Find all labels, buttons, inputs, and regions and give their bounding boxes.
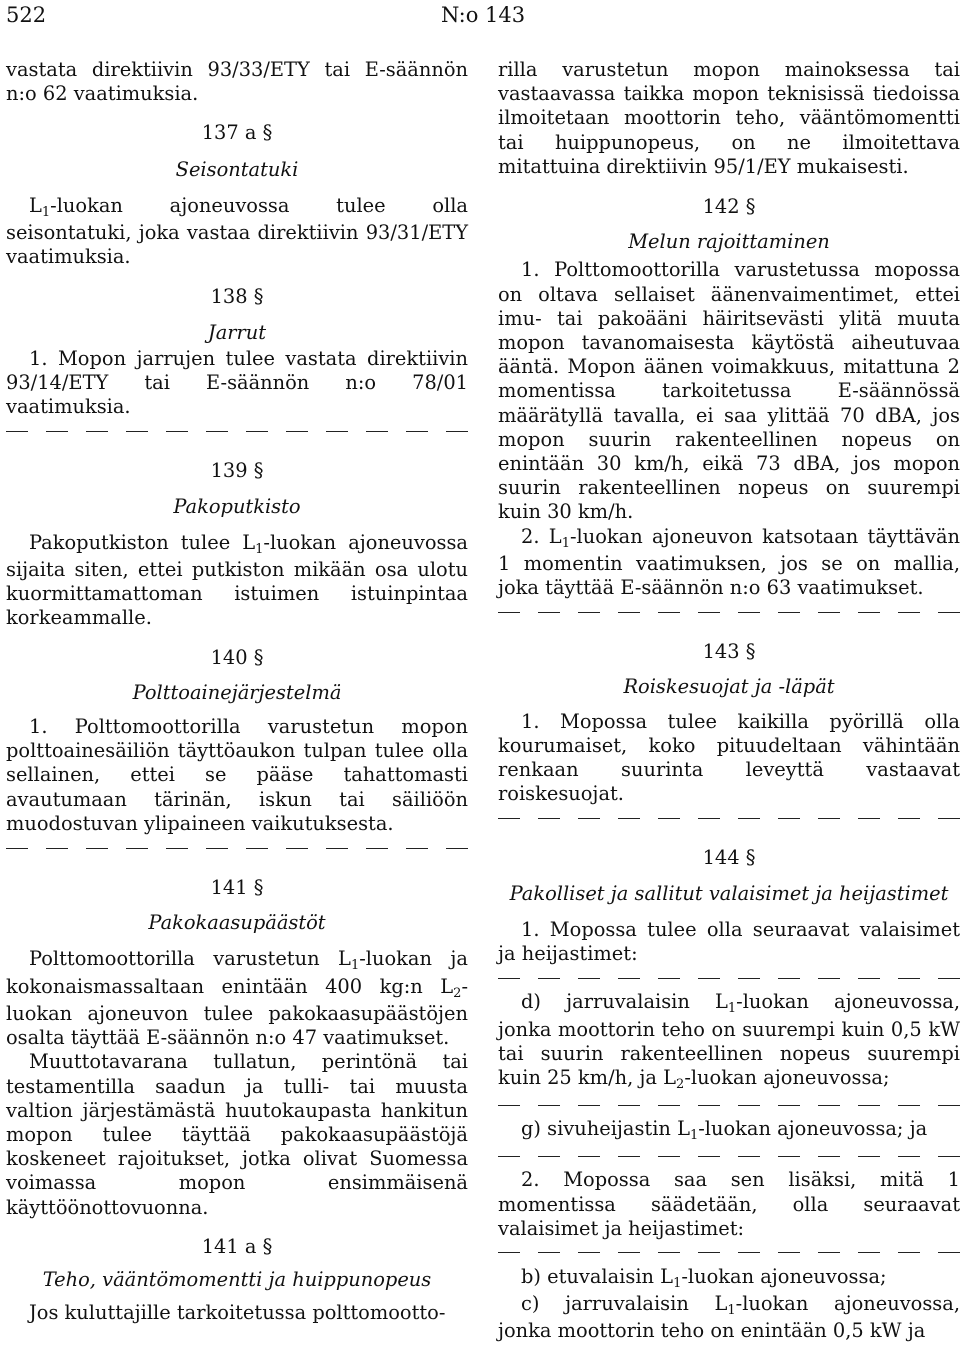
text: -luokan ajoneuvon katsotaan täyttävän 1 momentin vaatimuksen, jos se on mallia, joka täyttää E-säännön n:o 63 vaatimukset. [498, 524, 960, 600]
page-number: 522 [6, 3, 47, 27]
paragraph [6, 531, 468, 631]
subscript: 1 [41, 204, 51, 220]
text: -luokan ja kokonaismassaltaan enintään 400 kg:n L [6, 947, 468, 998]
subscript: 1 [673, 1275, 682, 1291]
omission-divider [498, 1093, 960, 1117]
paragraph: 2. Mopossa saa sen lisäksi, mitä 1 momentissa säädetään, olla seuraavat valaisimet ja heijastimet: [498, 1168, 960, 1240]
section-title: Melun rajoittaminen [628, 230, 830, 254]
section-title: Pakolliset ja sallitut valaisimet ja heijastimet [509, 881, 949, 905]
omission-divider [498, 600, 960, 624]
section-title: Pakokaasupäästöt [148, 911, 326, 935]
subscript: 1 [727, 1001, 737, 1017]
text: -luokan ajoneuvossa; [684, 1065, 890, 1089]
section-number: 140 § [210, 645, 264, 669]
section-title: Polttoainejärjestelmä [132, 680, 342, 704]
text: -luokan ajoneuvon tulee pakokaasupäästöjen osalta täyttää E-säännön n:o 47 vaatimukset. [6, 974, 468, 1050]
text: -luokan ajoneuvossa, jonka moottorin teho on suurempi kuin 0,5 kW tai suurin rakenteellinen nopeus suurempi kuin 25 km/h, ja L [498, 990, 960, 1089]
text: L [29, 193, 42, 217]
list-item [498, 1117, 960, 1144]
omission-divider [6, 836, 468, 860]
section-number: 138 § [210, 285, 264, 309]
section-number: 143 § [702, 640, 756, 664]
subscript: 1 [255, 541, 264, 557]
subscript: 2 [676, 1076, 685, 1092]
omission-divider [498, 1144, 960, 1168]
subscript: 1 [689, 1128, 699, 1144]
section-number: 142 § [702, 195, 756, 219]
section-number: 139 § [210, 459, 264, 483]
text: d) jarruvalaisin L [521, 990, 728, 1014]
text: Polttomoottorilla varustetun L [29, 947, 351, 971]
text: g) sivuheijastin L [521, 1117, 690, 1141]
section-title: Jarrut [207, 320, 267, 344]
paragraph: Muuttotavarana tullatun, perintönä tai testamentilla saadun ja tulli- tai muusta valtion järjestämästä huutokaupasta hankitun mopon tulee täyttää pakokaasupäästöjä koskeneet rajoitukset, jotka olivat Suomessa voimassa mopon ensimmäisenä käyttöönottovuonna. [6, 1050, 468, 1219]
subscript: 2 [453, 985, 462, 1001]
section-title: Roiskesuojat ja -läpät [623, 675, 835, 699]
omission-divider [6, 419, 468, 443]
paragraph: 1. Mopossa tulee kaikilla pyörillä olla kourumaiset, koko pituudeltaan vähintään renkaan suurinta leveyttä vastaavat roiskesuojat. [498, 709, 960, 806]
omission-divider [498, 966, 960, 990]
list-item [498, 1292, 960, 1343]
text: Pakoputkiston tulee L [29, 530, 256, 554]
section-number: 137 a § [201, 121, 273, 145]
paragraph [6, 194, 468, 270]
paragraph [6, 947, 468, 1050]
text: -luokan ajoneuvossa; ja [698, 1117, 928, 1141]
subscript: 1 [727, 1303, 736, 1319]
text: c) jarruvalaisin L [521, 1292, 728, 1316]
section-number: 141 § [210, 876, 264, 900]
text: -luokan ajoneuvossa; [681, 1264, 887, 1288]
section-title: Pakoputkisto [173, 494, 301, 518]
text: 2. L [521, 524, 562, 548]
paragraph: 1. Mopossa tulee olla seuraavat valaisimet ja heijastimet: [498, 917, 960, 966]
text: -luokan ajoneuvossa sijaita siten, ettei putkiston mikään osa ulotu kuormittamattoman istuimen istuinpintaa korkeammalle. [6, 530, 468, 630]
section-title: Seisontatuki [175, 157, 299, 181]
issue-number: N:o 143 [441, 3, 526, 27]
paragraph: rilla varustetun mopon mainoksessa tai vastaavassa taikka mopon teknisissä tiedoissa ilmoitetaan moottorin teho, vääntömomentti tai huippunopeus, on ne ilmoitettava mitattuina direktiivin 95/1/EY mukaisesti. [498, 58, 960, 178]
paragraph: Jos kuluttajille tarkoitetussa polttomootto- [29, 1301, 446, 1325]
paragraph: 1. Polttomoottorilla varustetussa mopossa on oltava sellaiset äänenvaimentimet, ettei imu- tai pakoääni häiritsevästi ylitä muuta mopon tavanomaisesta käytöstä aiheutuvaa ääntä. Mopon äänen voimakkuus, mitattuna 2 momentissa tarkoitetussa E-säännössä määrätyllä tavalla, ei saa ylittää 70 dBA, jos mopon suurin rakenteellinen nopeus on enintään 30 km/h, eikä 73 dBA, jos mopon suurin rakenteellinen nopeus on suurempi kuin 30 km/h. [498, 258, 960, 524]
omission-divider [498, 806, 960, 830]
subscript: 1 [350, 958, 360, 974]
left-column [6, 58, 468, 1325]
section-title: Teho, vääntömomentti ja huippunopeus [42, 1267, 432, 1291]
list-item [498, 990, 960, 1093]
text: -luokan ajoneuvossa tulee olla seisontatuki, joka vastaa direktiivin 93/31/ETY vaatimuksia. [6, 193, 468, 269]
omission-divider [498, 1241, 960, 1265]
subscript: 1 [561, 535, 570, 551]
paragraph: vastata direktiivin 93/33/ETY tai E-säännön n:o 62 vaatimuksia. [6, 58, 468, 106]
text: b) etuvalaisin L [521, 1264, 674, 1288]
right-column [498, 58, 960, 1344]
text: -luokan ajoneuvossa, jonka moottorin teho on enintään 0,5 kW ja [498, 1292, 960, 1343]
paragraph [498, 525, 960, 601]
paragraph: 1. Mopon jarrujen tulee vastata direktiivin 93/14/ETY tai E-säännön n:o 78/01 vaatimuksia. [6, 346, 468, 419]
paragraph: 1. Polttomoottorilla varustetun mopon polttoainesäiliön täyttöaukon tulpan tulee olla sellainen, ettei se pääse tahattomasti avautumaan tärinän, iskun tai säiliöön muodostuvan ylipaineen vaikutuksesta. [6, 715, 468, 835]
section-number: 141 a § [201, 1234, 273, 1258]
section-number: 144 § [702, 846, 756, 870]
list-item [498, 1265, 960, 1292]
